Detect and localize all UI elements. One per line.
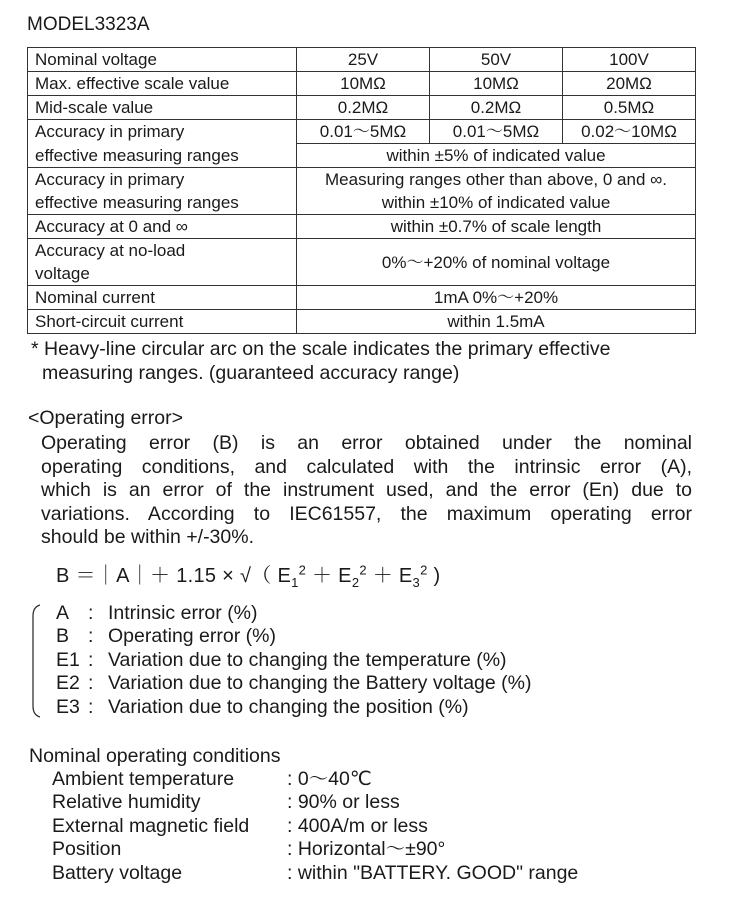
error-legend (56, 602, 531, 719)
condition-key: Battery voltage (52, 861, 183, 884)
label-acc-noload-1: Accuracy at no-load (35, 241, 186, 260)
spec-table (27, 47, 696, 334)
formula-sub-2: 2 (351, 575, 360, 590)
formula-sub-1: 1 (291, 575, 299, 590)
legend-row-e1 (56, 649, 531, 672)
acc-other-value-1: Measuring ranges other than above, 0 and ∞. (325, 170, 667, 189)
legend-desc: Operating error (%) (108, 625, 276, 648)
max-scale-100v: 20MΩ (563, 72, 696, 96)
label-acc-noload-2: voltage (35, 264, 90, 283)
label-short-circuit: Short-circuit current (28, 310, 297, 334)
row-acc-primary-top (28, 120, 696, 144)
acc-noload-value: 0%～+20% of nominal voltage (297, 239, 696, 286)
label-acc-zero-inf: Accuracy at 0 and ∞ (28, 215, 297, 239)
acc-other-value-2: within ±10% of indicated value (381, 193, 611, 212)
formula-sub-3: 3 (412, 575, 421, 590)
max-scale-50v: 10MΩ (430, 72, 563, 96)
operating-error-title: <Operating error> (28, 407, 184, 429)
paragraph-line: variations. According to IEC61557, the maximum operating error (41, 502, 692, 525)
formula-sup-3: 2 (420, 562, 428, 578)
condition-row (52, 768, 578, 791)
legend-key: B (56, 625, 70, 648)
condition-value: : 0～40℃ (287, 768, 372, 790)
legend-desc: Variation due to changing the position (%) (108, 695, 469, 718)
conditions-list (52, 768, 578, 885)
condition-value: : within "BATTERY. GOOD" range (287, 861, 579, 884)
paragraph-line: should be within +/-30%. (41, 526, 255, 548)
formula-plus-2: ＋ E (366, 565, 413, 587)
acc-other-value (297, 168, 696, 215)
footnote (31, 337, 711, 385)
paragraph-line: operating conditions, and calculated with the intrinsic error (A), (41, 455, 692, 478)
acc-range-50v: 0.01～5MΩ (430, 120, 563, 144)
left-bracket-icon (30, 604, 42, 718)
mid-scale-100v: 0.5MΩ (563, 96, 696, 120)
condition-row (52, 791, 578, 814)
acc-range-100v: 0.02～10MΩ (563, 120, 696, 144)
row-acc-other (28, 168, 696, 215)
legend-colon: : (88, 602, 94, 624)
paragraph-line: Operating error (B) is an error obtained under the nominal (41, 432, 692, 454)
footnote-line-2: measuring ranges. (guaranteed accuracy range) (42, 362, 460, 384)
formula-sup-1: 2 (298, 562, 307, 578)
label-nominal-voltage: Nominal voltage (28, 48, 297, 72)
formula-sup-2: 2 (359, 562, 367, 578)
legend-key: E2 (56, 672, 80, 695)
model-title: MODEL3323A (27, 14, 150, 35)
nominal-current-value: 1mA 0%～+20% (297, 286, 696, 310)
label-acc-other-1: Accuracy in primary (35, 170, 185, 189)
legend-desc: Intrinsic error (%) (108, 602, 258, 624)
acc-primary-value: within ±5% of indicated value (297, 144, 696, 168)
row-nominal-current (28, 286, 696, 310)
mid-scale-25v: 0.2MΩ (297, 96, 430, 120)
legend-key: E3 (56, 695, 80, 718)
footnote-line-1: * Heavy-line circular arc on the scale indicates the primary effective (31, 338, 611, 360)
row-acc-noload (28, 239, 696, 286)
legend-desc: Variation due to changing the temperature (%) (108, 648, 507, 671)
operating-error-paragraph (41, 432, 692, 550)
condition-row (52, 815, 578, 838)
formula-close: ) (427, 565, 441, 587)
condition-value: : Horizontal～±90° (287, 838, 446, 861)
acc-zero-inf-value: within ±0.7% of scale length (297, 215, 696, 239)
row-mid-scale (28, 96, 696, 120)
legend-colon: : (88, 672, 94, 695)
row-nominal-voltage (28, 48, 696, 72)
nominal-voltage-100v: 100V (563, 48, 696, 72)
row-max-scale (28, 72, 696, 96)
legend-row-b (56, 625, 531, 648)
label-acc-other-2: effective measuring ranges (35, 193, 239, 212)
legend-colon: : (88, 648, 94, 671)
legend-desc: Variation due to changing the Battery voltage (%) (108, 672, 532, 695)
condition-row (52, 862, 578, 885)
row-acc-zero-inf (28, 215, 696, 239)
legend-key: E1 (56, 648, 80, 671)
legend-row-e3 (56, 696, 531, 719)
legend-key: A (56, 602, 70, 624)
formula-plus-1: ＋ E (306, 565, 352, 587)
label-mid-scale: Mid-scale value (28, 96, 297, 120)
condition-row (52, 838, 578, 861)
row-short-circuit (28, 310, 696, 334)
formula-lhs: B ＝｜A｜＋ 1.15 × √（ E (56, 565, 292, 587)
condition-key: External magnetic field (52, 814, 250, 837)
conditions-title: Nominal operating conditions (29, 745, 281, 767)
nominal-voltage-50v: 50V (430, 48, 563, 72)
label-nominal-current: Nominal current (28, 286, 297, 310)
label-acc-primary-1: Accuracy in primary (28, 120, 297, 144)
condition-value: : 400A/m or less (287, 814, 428, 837)
max-scale-25v: 10MΩ (297, 72, 430, 96)
label-max-scale: Max. effective scale value (28, 72, 297, 96)
mid-scale-50v: 0.2MΩ (430, 96, 563, 120)
paragraph-line: which is an error of the instrument used, and the error (En) due to (41, 479, 692, 501)
legend-colon: : (88, 695, 94, 718)
condition-key: Position (52, 838, 122, 861)
condition-key: Relative humidity (52, 791, 201, 814)
acc-range-25v: 0.01～5MΩ (297, 120, 430, 144)
condition-key: Ambient temperature (52, 768, 235, 790)
short-circuit-value: within 1.5mA (297, 310, 696, 334)
label-acc-noload (28, 239, 297, 286)
condition-value: : 90% or less (287, 791, 400, 814)
legend-colon: : (88, 625, 94, 648)
label-acc-primary-2: effective measuring ranges (28, 144, 297, 168)
legend-row-e2 (56, 672, 531, 695)
legend-row-a (56, 602, 531, 625)
nominal-voltage-25v: 25V (297, 48, 430, 72)
row-acc-primary-bottom (28, 144, 696, 168)
label-acc-other (28, 168, 297, 215)
operating-error-formula (56, 559, 440, 590)
